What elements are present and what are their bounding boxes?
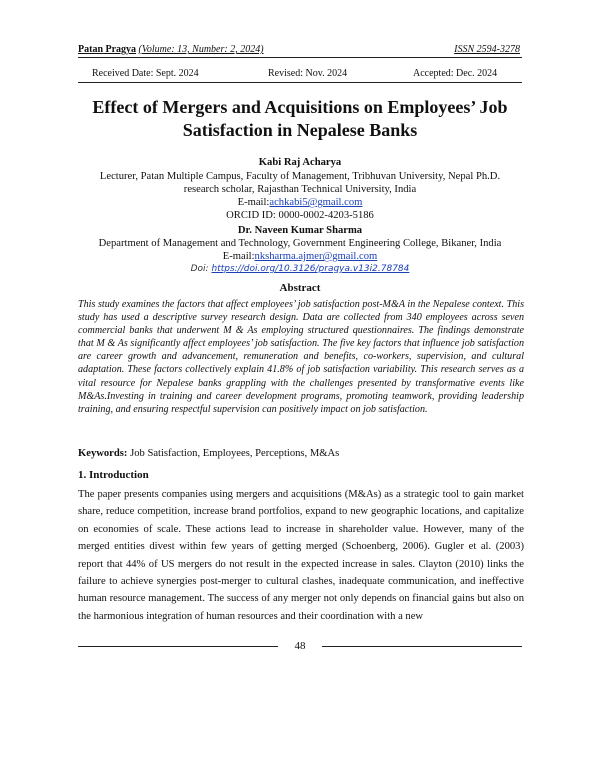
author1-email-label: E-mail:: [237, 197, 270, 208]
keywords-text: Job Satisfaction, Employees, Perceptions, M&As: [127, 448, 340, 459]
footer-rule-right: [322, 646, 522, 647]
revised-date: Revised: Nov. 2024: [268, 68, 348, 79]
author1-email-line: [60, 196, 540, 209]
journal-name: Patan Pragya: [78, 44, 137, 55]
footer-rule-left: [78, 646, 278, 647]
accepted-date: Accepted: Dec. 2024: [413, 68, 498, 79]
introduction-text: The paper presents companies using mergers and acquisitions (M&As) as a strategic tool to gain market share, reduce competition, increase brand portfolios, expand to new geographic locations, and capitalize on economies of scale. These actions lead to increase in shareholder value. However, many of the merged entities divest within few years of getting merged (Schoenberg, 2006). Gugler et al. (2003) report that 44% of US mergers do not result in the expected increase in sales. Clayton (2010) links the failure to achieve synergies post-merger to cultural clashes, inadequate communication, and ineffective human resource management. The success of any merger not only depends on financial gains but also on the harmonious integration of human resources and their coordination with a new: [78, 489, 524, 622]
doi-link[interactable]: https://doi.org/10.3126/pragya.v13i2.78784: [211, 264, 410, 274]
header-rule: [78, 57, 522, 58]
title-line-2: Satisfaction in Nepalese Banks: [182, 120, 418, 140]
keywords: [78, 448, 339, 459]
doi-line: [60, 263, 540, 276]
author2-email-link[interactable]: nksharma.ajmer@gmail.com: [254, 251, 378, 262]
author2-email-line: [60, 250, 540, 263]
author2-affiliation: Department of Management and Technology, Government Engineering College, Bikaner, India: [98, 238, 502, 249]
author1-name: Kabi Raj Acharya: [258, 157, 342, 168]
section-heading-introduction: 1. Introduction: [78, 469, 149, 481]
author1-affiliation-2: research scholar, Rajasthan Technical University, India: [183, 184, 417, 195]
author2-email-label: E-mail:: [222, 251, 255, 262]
author1-orcid: ORCID ID: 0000-0002-4203-5186: [226, 210, 374, 221]
paper-title: [60, 96, 540, 142]
author2-name: Dr. Naveen Kumar Sharma: [237, 225, 363, 236]
journal-volume: (Volume: 13, Number: 2, 2024): [138, 44, 264, 55]
received-date: Received Date: Sept. 2024: [92, 68, 199, 79]
doi-label: Doi:: [190, 264, 209, 274]
page-number: 48: [294, 640, 306, 652]
author1-email-link[interactable]: achkabi5@gmail.com: [269, 197, 363, 208]
journal-citation: [78, 44, 264, 55]
keywords-label: Keywords:: [78, 448, 128, 459]
issn: ISSN 2594-3278: [454, 44, 520, 55]
title-line-1: Effect of Mergers and Acquisitions on Employees’ Job: [92, 97, 508, 117]
abstract-text: This study examines the factors that affect employees’ job satisfaction post-M&A in the Nepalese context. This study has used a descriptive survey research design. Data are collected from 340 employees across seven commercial banks that underwent M & As employing structured questionnaires. The findings demonstrate that M & As significantly affect employees’ job satisfaction. The five key factors that influence job satisfaction are career growth and advancement, remuneration and benefits, co-workers, supervision, and cultural adaptation. These factors collectively explain 41.8% of job satisfaction variability. This research serves as a vital resource for Nepalese banks grappling with the challenges presented by transformative events like M&As.Investing in training and career development programs, promoting teamwork, providing leadership training, and ensuring respectful supervision can positively impact on job satisfaction.: [78, 299, 524, 415]
dates-rule: [78, 82, 522, 83]
abstract-heading: Abstract: [279, 282, 321, 294]
author1-affiliation-1: Lecturer, Patan Multiple Campus, Faculty of Management, Tribhuvan University, Nepal Ph.D.: [99, 171, 501, 182]
